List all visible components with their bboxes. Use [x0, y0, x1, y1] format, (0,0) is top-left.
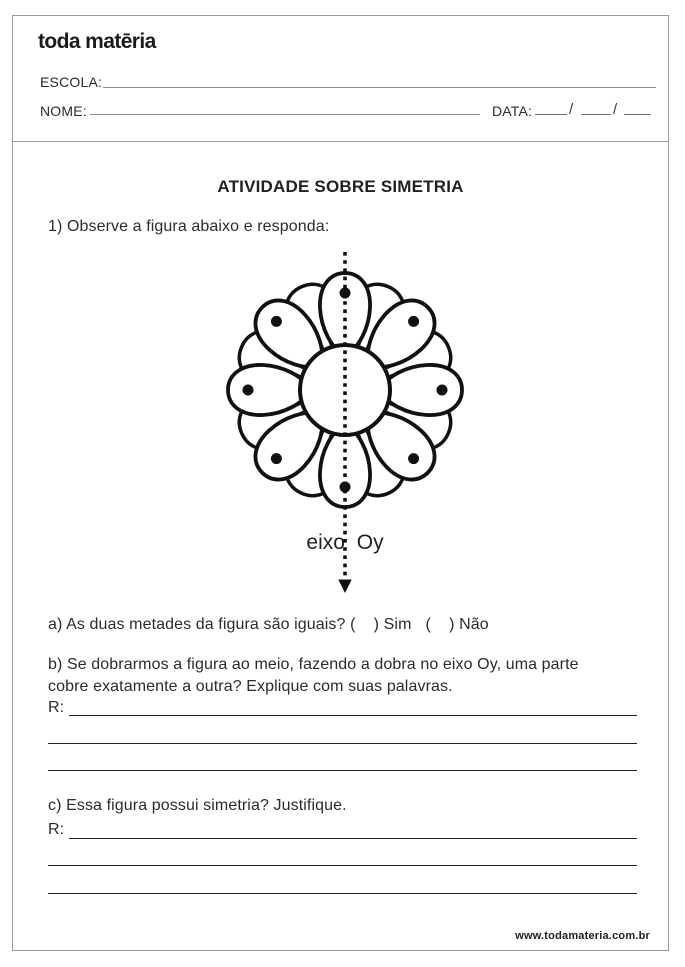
date-separator: /	[569, 101, 574, 118]
worksheet-title: ATIVIDADE SOBRE SIMETRIA	[217, 177, 464, 196]
answer-line	[48, 865, 637, 866]
answer-line	[48, 743, 637, 744]
nao-option: ( ) Não	[425, 616, 489, 633]
toda-materia-logo: toda matēria	[38, 30, 156, 53]
date-separator: /	[613, 101, 618, 118]
answer-prefix-c: R:	[48, 821, 65, 838]
question-a	[48, 616, 489, 634]
question-1-text: 1) Observe a figura abaixo e responda:	[48, 218, 330, 235]
answer-prefix-b: R:	[48, 699, 65, 716]
answer-line	[69, 715, 637, 716]
answer-line	[69, 838, 637, 839]
answer-line	[48, 893, 637, 894]
escola-blank-line	[103, 87, 656, 88]
question-b-line-1: b) Se dobrarmos a figura ao meio, fazendo a dobra no eixo Oy, uma parte	[48, 656, 579, 673]
flower-center-circle	[300, 345, 390, 435]
nome-blank-line	[90, 114, 480, 115]
question-c-text: c) Essa figura possui simetria? Justifique.	[48, 797, 347, 814]
date-year-blank	[624, 114, 651, 115]
nome-label: NOME:	[40, 103, 87, 119]
axis-oy-label: eixo Oy	[306, 531, 384, 554]
axis-arrowhead-icon	[338, 580, 351, 594]
footer-site-url: www.todamateria.com.br	[515, 930, 650, 942]
question-b-line-2: cobre exatamente a outra? Explique com suas palavras.	[48, 678, 453, 695]
sim-option: ( ) Sim	[350, 616, 412, 633]
date-month-blank	[581, 114, 611, 115]
data-label: DATA:	[492, 103, 533, 119]
answer-line	[48, 770, 637, 771]
escola-label: ESCOLA:	[40, 74, 103, 90]
question-a-text: a) As duas metades da figura são iguais?	[48, 616, 351, 633]
header-divider	[12, 141, 669, 142]
flower-drawing	[228, 273, 462, 507]
date-day-blank	[535, 114, 567, 115]
